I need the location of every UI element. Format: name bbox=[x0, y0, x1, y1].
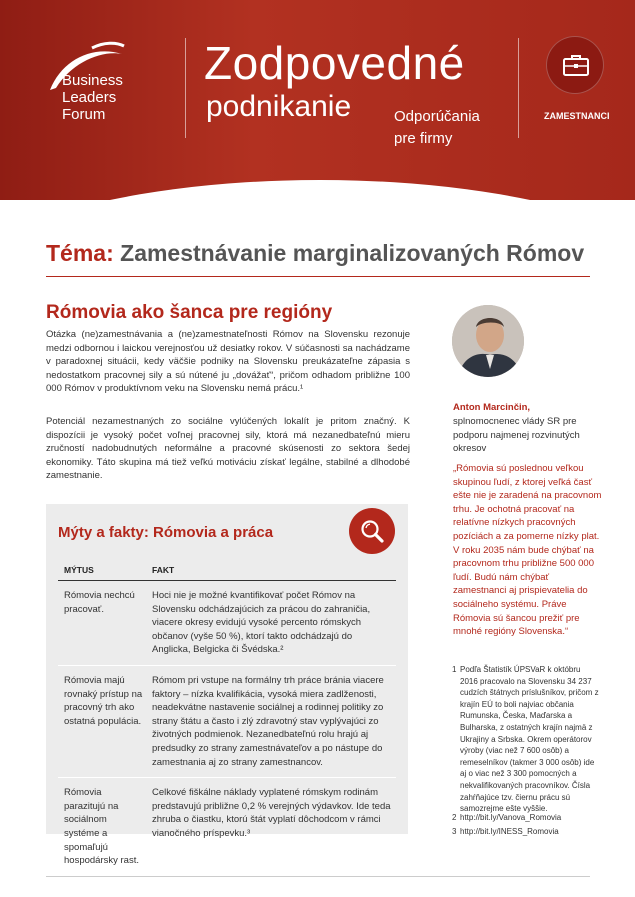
logo-line-2: Leaders bbox=[62, 89, 117, 106]
series-title: Zodpovedné bbox=[204, 37, 465, 89]
myth-cell: Rómovia parazitujú na sociálnom systéme a spomaľujú hospodársky rast. bbox=[64, 787, 139, 867]
header-divider-right bbox=[518, 38, 519, 138]
person-name: Anton Marcinčin, bbox=[453, 402, 531, 413]
category-badge bbox=[546, 36, 604, 94]
logo-line-1: Business bbox=[62, 72, 123, 89]
theme-heading bbox=[46, 240, 584, 267]
recommendation-line-2: pre firmy bbox=[394, 130, 453, 147]
logo-text bbox=[62, 72, 123, 123]
bottom-rule bbox=[46, 876, 590, 877]
myths-facts-table bbox=[58, 559, 396, 876]
fact-cell: Hoci nie je možné kvantifikovať počet Rómov na Slovensku odchádzajúcich za prácou do zahraničia, viacere okresy evidujú vysoké percento rómskych občanov (vyše 50 %), ktorí takto odchádzajú do Anglicka, Belgicka či Švédska.² bbox=[152, 590, 371, 656]
recommendation-label bbox=[394, 106, 480, 150]
theme-label: Téma: bbox=[46, 240, 114, 266]
myths-facts-box bbox=[46, 504, 408, 867]
table-row bbox=[58, 666, 396, 778]
magnifier-icon bbox=[359, 518, 385, 544]
footnote bbox=[452, 812, 602, 824]
category-label: ZAMESTNANCI bbox=[544, 111, 610, 121]
column-header-myth: MÝTUS bbox=[64, 565, 94, 575]
person-role: splnomocnenec vlády SR pre podporu najmenej rozvinutých okresov bbox=[453, 416, 580, 455]
person-quote: „Rómovia sú poslednou veľkou skupinou ľudí, z ktorej veľká časť ešte nie je zaradená na pracovnom trhu. Je ochotná pracovať na relatívne nízkych pracovných pozíciách a za pomerne nízky plat. V roku 2035 nám bude chýbať na pracovnom trhu približne 500 000 ľudí. Budú nám chýbať zamestnanci aj prispievatelia do sociálneho systému. Práve Rómovia sú šancou prežiť pre mnohé regióny Slovenska.“ bbox=[453, 463, 602, 638]
series-subtitle: podnikanie bbox=[206, 90, 352, 123]
portrait-image bbox=[452, 305, 524, 377]
recommendation-line-1: Odporúčania bbox=[394, 108, 480, 125]
header-curve bbox=[0, 180, 635, 200]
footnote-number: 3 bbox=[452, 827, 457, 836]
myth-cell: Rómovia nechcú pracovať. bbox=[64, 590, 135, 615]
fact-cell: Celkové fiškálne náklady vyplatené rómskym rodinám predstavujú približne 0,2 % verejných výdavkov. Ide teda zhruba o čiastku, ktorú štát vyplatí dôchodcom v rámci vianočného príspevku.³ bbox=[152, 787, 391, 839]
header-banner bbox=[0, 0, 635, 200]
person-photo bbox=[452, 305, 524, 377]
footnote-number: 2 bbox=[452, 813, 457, 822]
footnote-text: Podľa Štatistík ÚPSVaR k októbru 2016 pracovalo na Slovensku 34 237 cudzích štátnych príslušníkov, pričom z krajín EÚ to boli najviac občania Rumunska, Česka, Maďarska a Bulharska, z ostatných krajín najmä z Ukrajiny a Srbska. Okrem operátorov výroby (viac než 7 600 osôb) a remeselníkov (takmer 3 000 osôb) ide aj o viac než 3 300 pomocných a nekvalifikovaných pracovníkov. Čísla zahŕňajúce tzv. čiernu prácu sú samozrejme ešte vyššie. bbox=[460, 665, 599, 814]
footnote-link[interactable]: http://bit.ly/Vanova_Romovia bbox=[460, 813, 562, 822]
footnote-number: 1 bbox=[452, 665, 457, 674]
theme-title: Zamestnávanie marginalizovaných Rómov bbox=[120, 240, 585, 266]
fact-cell: Rómom pri vstupe na formálny trh práce bránia viacere faktory – nízka kvalifikácia, vysoká miera zadlženosti, neadekvátne nastavenie sociálnej a rodinnej politiky zo strany štátu a často i zlý zdravotný stav vyplývajúci zo životných podmienok. Nezanedbateľnú rolu hrajú aj predsudky zo strany zamestnávateľov a po nástupe do zamestnania aj zo strany zamestnancov. bbox=[152, 674, 384, 768]
table-header bbox=[58, 559, 396, 581]
section-title: Rómovia ako šanca pre regióny bbox=[46, 302, 333, 323]
business-leaders-forum-logo bbox=[42, 40, 152, 140]
paragraph-1: Otázka (ne)zamestnávania a (ne)zamestnateľnosti Rómov na Slovensku rezonuje medzi odbornou i laickou verejnosťou už desiatky rokov. V súčasnosti sa nachádzame v paradoxnej situácii, kedy väčšie podniky na Slovensku preukázateľne zápasia s nedostatkom pracovnej sily a sú nútené ju „dovážať“, pričom odhadom približne 100 000 Rómov v produktívnom veku na Slovensku nemá prácu.¹ bbox=[46, 329, 410, 395]
theme-rule bbox=[46, 276, 590, 277]
magnifier-badge bbox=[349, 508, 395, 554]
column-header-fact: FAKT bbox=[152, 565, 175, 575]
footnote bbox=[452, 826, 602, 838]
table-row bbox=[58, 581, 396, 666]
table-row bbox=[58, 778, 396, 876]
paragraph-2: Potenciál nezamestnaných zo sociálne vylúčených lokalít je pritom značný. K dispozícii je vysoký počet voľnej pracovnej sily, ktorá má nezanedbateľnú mieru zručností nadobudnutých neformálne a pracovné skúsenosti zo sektora šedej ekonomiky. Táto skupina má tiež veľkú motiváciu získať legálne, stabilné a dlhodobé zamestnanie. bbox=[46, 416, 410, 482]
header-divider-left bbox=[185, 38, 186, 138]
myths-facts-title: Mýty a fakty: Rómovia a práca bbox=[58, 524, 274, 541]
briefcase-icon bbox=[562, 53, 590, 77]
myth-cell: Rómovia majú rovnaký prístup na pracovný trh ako ostatná populácia. bbox=[64, 674, 143, 727]
footnote-link[interactable]: http://bit.ly/INESS_Romovia bbox=[460, 827, 559, 836]
logo-line-3: Forum bbox=[62, 106, 106, 123]
footnote bbox=[452, 664, 602, 815]
